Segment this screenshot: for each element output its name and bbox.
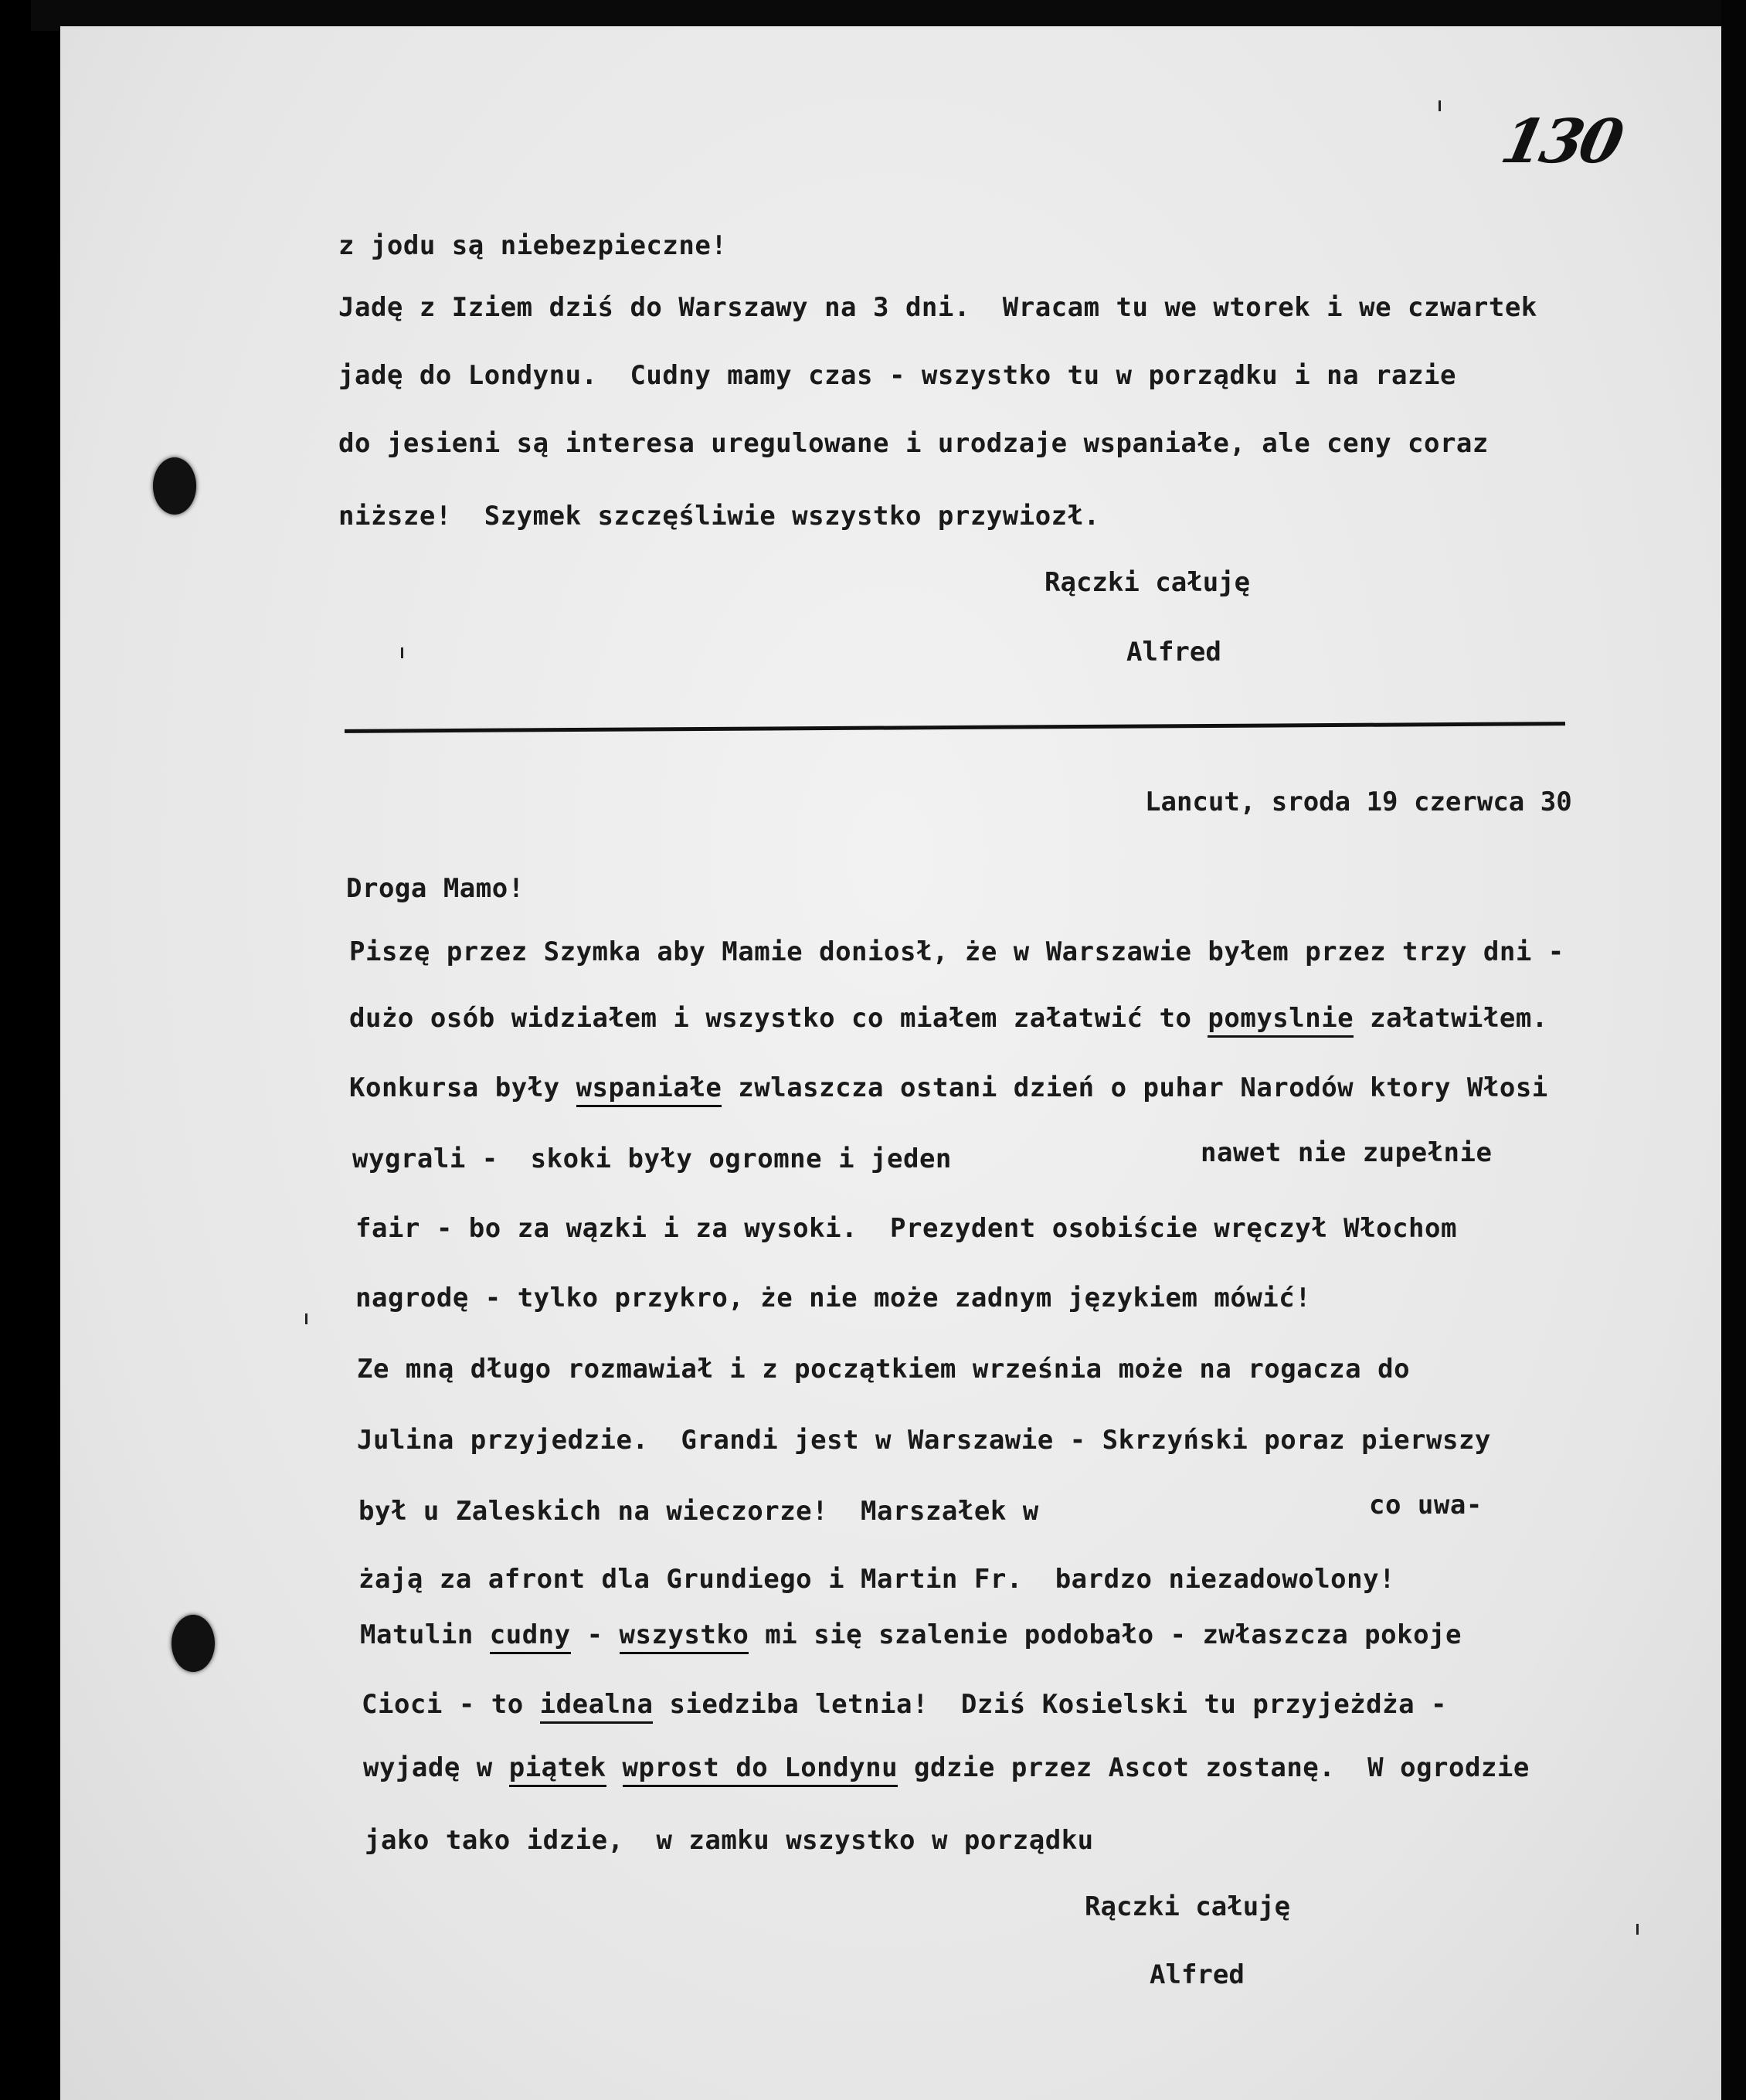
text-run bbox=[606, 1752, 623, 1783]
letter2-signature: Alfred bbox=[1150, 1959, 1245, 1990]
text-run: zwlaszcza ostani dzień o puhar Narodów ktory Włosi bbox=[722, 1072, 1548, 1103]
underlined-word: wszystko bbox=[620, 1619, 749, 1654]
letter2-line: jako tako idzie, w zamku wszystko w porządku bbox=[365, 1825, 1094, 1856]
letter1-signature: Alfred bbox=[1126, 637, 1221, 668]
letter1-line: Jadę z Iziem dziś do Warszawy na 3 dni. Wracam tu we wtorek i we czwartek bbox=[338, 292, 1537, 323]
scan-speck bbox=[305, 1313, 307, 1324]
letter2-line bbox=[349, 1003, 1548, 1034]
underlined-word: cudny bbox=[490, 1619, 571, 1654]
letter2-line: nagrodę - tylko przykro, że nie może zadnym językiem mówić! bbox=[355, 1283, 1312, 1313]
letter1-line: jadę do Londynu. Cudny mamy czas - wszystko tu w porządku i na razie bbox=[338, 360, 1456, 391]
letter1-closing: Rączki całuję bbox=[1045, 567, 1251, 598]
text-run: Konkursa były bbox=[349, 1072, 576, 1103]
letter2-line bbox=[363, 1752, 1530, 1783]
letter2-line bbox=[362, 1689, 1447, 1720]
punch-hole-bottom bbox=[172, 1615, 215, 1672]
letter2-line: fair - bo za wązki i za wysoki. Prezydent osobiście wręczył Włochom bbox=[355, 1213, 1457, 1244]
scan-speck bbox=[401, 647, 403, 658]
scan-speck bbox=[1439, 100, 1441, 111]
text-run: dużo osób widziałem i wszystko co miałem załatwić to bbox=[349, 1003, 1208, 1034]
text-run: gdzie przez Ascot zostanę. W ogrodzie bbox=[898, 1752, 1530, 1783]
letter2-line bbox=[360, 1619, 1462, 1650]
letter2-place-date: Lancut, sroda 19 czerwca 30 bbox=[1145, 787, 1572, 817]
text-run: mi się szalenie podobało - zwłaszcza pokoje bbox=[749, 1619, 1462, 1650]
scan-speck bbox=[1636, 1924, 1639, 1935]
text-run: siedziba letnia! Dziś Kosielski tu przyjeżdża - bbox=[653, 1689, 1447, 1720]
underlined-word: idealna bbox=[540, 1689, 654, 1724]
text-run: - bbox=[570, 1619, 620, 1650]
underlined-word: pomyslnie bbox=[1208, 1003, 1354, 1038]
letter1-line: z jodu są niebezpieczne! bbox=[338, 230, 728, 261]
letter2-line bbox=[349, 1072, 1548, 1103]
letter2-line: Piszę przez Szymka aby Mamie doniosł, że w Warszawie byłem przez trzy dni - bbox=[349, 936, 1564, 967]
underlined-word: wspaniałe bbox=[576, 1072, 722, 1107]
letter2-line-continuation: co uwa- bbox=[1369, 1490, 1483, 1521]
letter2-line: żają za afront dla Grundiego i Martin Fr. bardzo niezadowolony! bbox=[358, 1564, 1396, 1595]
letter2-salutation: Droga Mamo! bbox=[346, 873, 525, 904]
letter2-line: był u Zaleskich na wieczorze! Marszałek w bbox=[358, 1496, 1039, 1527]
letter2-line: Ze mną długo rozmawiał i z początkiem września może na rogacza do bbox=[357, 1354, 1411, 1385]
page-number: 130 bbox=[1495, 107, 1627, 177]
text-run: wyjadę w bbox=[363, 1752, 509, 1783]
letter1-line: niższe! Szymek szczęśliwie wszystko przywiozł. bbox=[338, 501, 1100, 532]
text-run: Cioci - to bbox=[362, 1689, 540, 1720]
letter2-line: Julina przyjedzie. Grandi jest w Warszawie - Skrzyński poraz pierwszy bbox=[357, 1425, 1491, 1456]
underlined-word: piątek bbox=[509, 1752, 606, 1787]
scan-frame-right bbox=[1721, 0, 1746, 2100]
text-run: Matulin bbox=[360, 1619, 490, 1650]
letter2-closing: Rączki całuję bbox=[1085, 1891, 1291, 1922]
text-run: załatwiłem. bbox=[1354, 1003, 1548, 1034]
letter2-line: wygrali - skoki były ogromne i jeden bbox=[352, 1143, 952, 1174]
letter1-line: do jesieni są interesa uregulowane i urodzaje wspaniałe, ale ceny coraz bbox=[338, 428, 1489, 459]
underlined-word: wprost do Londynu bbox=[623, 1752, 898, 1787]
document-page bbox=[60, 26, 1721, 2100]
letter2-line-continuation: nawet nie zupełnie bbox=[1201, 1137, 1493, 1168]
punch-hole-top bbox=[153, 457, 196, 515]
